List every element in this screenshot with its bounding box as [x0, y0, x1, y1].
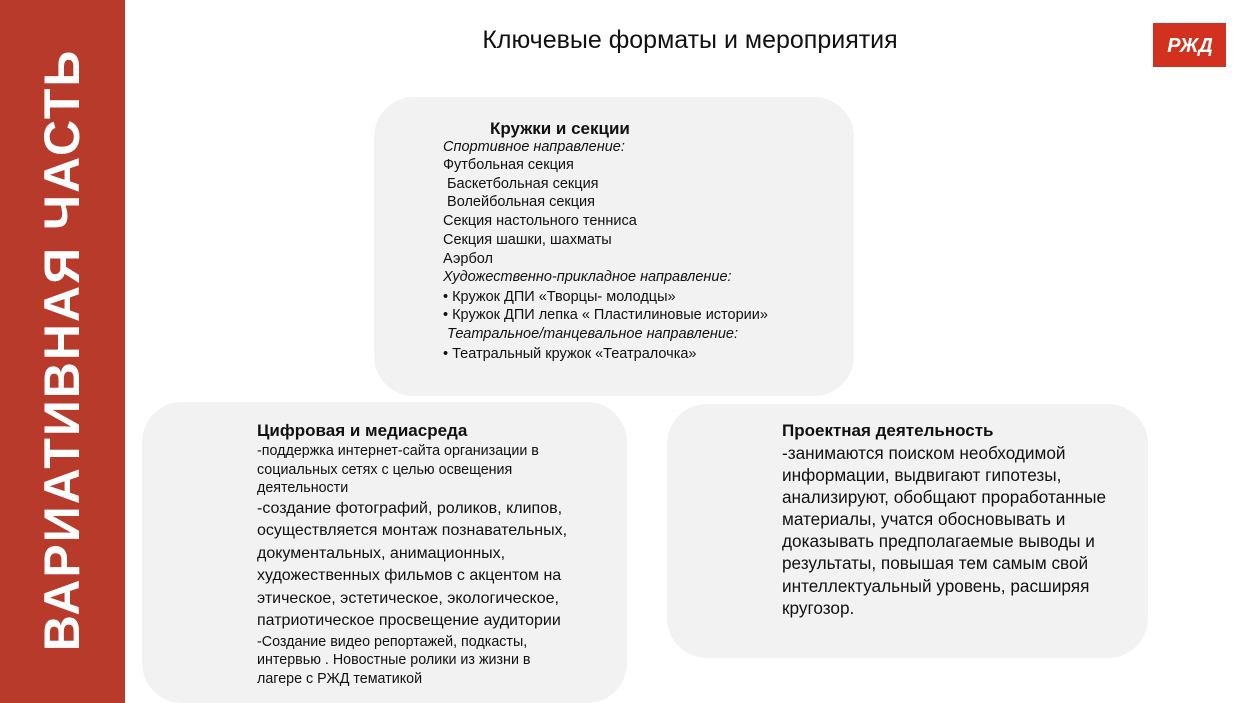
project-card-content [782, 420, 1132, 619]
project-line: информации, выдвигают гипотезы, [782, 465, 1062, 486]
media-line: -создание фотографий, роликов, клипов, [257, 499, 563, 517]
clubs-line: Театральное/танцевальное направление: [447, 326, 739, 342]
clubs-line: Секция настольного тенниса [443, 213, 637, 229]
project-card-title: Проектная деятельность [782, 421, 994, 440]
media-line: социальных сетях с целью освещения [257, 461, 513, 478]
media-line: осуществляется монтаж познавательных, [257, 522, 568, 539]
project-line: доказывать предполагаемые выводы и [782, 531, 1095, 552]
logo-text: РЖД [1166, 35, 1213, 57]
clubs-line: Спортивное направление: [443, 139, 625, 155]
clubs-line: Волейбольная секция [443, 194, 596, 210]
clubs-line: • Кружок ДПИ лепка « Пластилиновые истории» [443, 307, 768, 323]
media-line: этическое, эстетическое, экологическое, [257, 589, 559, 607]
media-line: документальных, анимационных, [257, 544, 506, 562]
project-line: -занимаются поиском необходимой [782, 443, 1066, 463]
media-card-title: Цифровая и медиасреда [257, 421, 468, 440]
clubs-line: Баскетбольная секция [443, 176, 599, 192]
clubs-line: • Кружок ДПИ «Творцы- молодцы» [443, 289, 676, 305]
sidebar-label: ВАРИАТИВНАЯ ЧАСТЬ [34, 48, 90, 652]
clubs-line: Футбольная секция [443, 157, 574, 173]
sidebar-banner [0, 0, 125, 703]
media-line: -Создание видео репортажей, подкасты, [257, 633, 528, 650]
media-card-content [257, 420, 597, 688]
project-line: кругозор. [782, 597, 855, 618]
media-line: деятельности [257, 480, 349, 496]
clubs-line: • Театральный кружок «Театралочка» [443, 346, 697, 362]
media-line: интервью . Новостные ролики из жизни в [257, 652, 531, 668]
media-line: патриотическое просвещение аудитории [257, 612, 561, 629]
rzd-logo-icon [1160, 30, 1220, 60]
project-line: результаты, повышая тем самым свой [782, 553, 1089, 574]
clubs-line: Аэрбол [443, 251, 493, 267]
page-title: Ключевые форматы и мероприятия [482, 26, 898, 54]
clubs-line: Художественно-прикладное направление: [443, 269, 732, 285]
rzd-logo [1153, 23, 1226, 67]
media-line: -поддержка интернет-сайта организации в [257, 443, 539, 459]
media-line: лагере с РЖД тематикой [257, 670, 423, 687]
project-line: интеллектуальный уровень, расширяя [782, 575, 1090, 596]
clubs-card-title: Кружки и секции [490, 119, 630, 138]
project-line: материалы, учатся обосновывать и [782, 509, 1066, 530]
clubs-line: Секция шашки, шахматы [443, 232, 612, 248]
media-line: художественных фильмов с акцентом на [257, 567, 562, 584]
project-line: анализируют, обобщают проработанные [782, 487, 1107, 508]
